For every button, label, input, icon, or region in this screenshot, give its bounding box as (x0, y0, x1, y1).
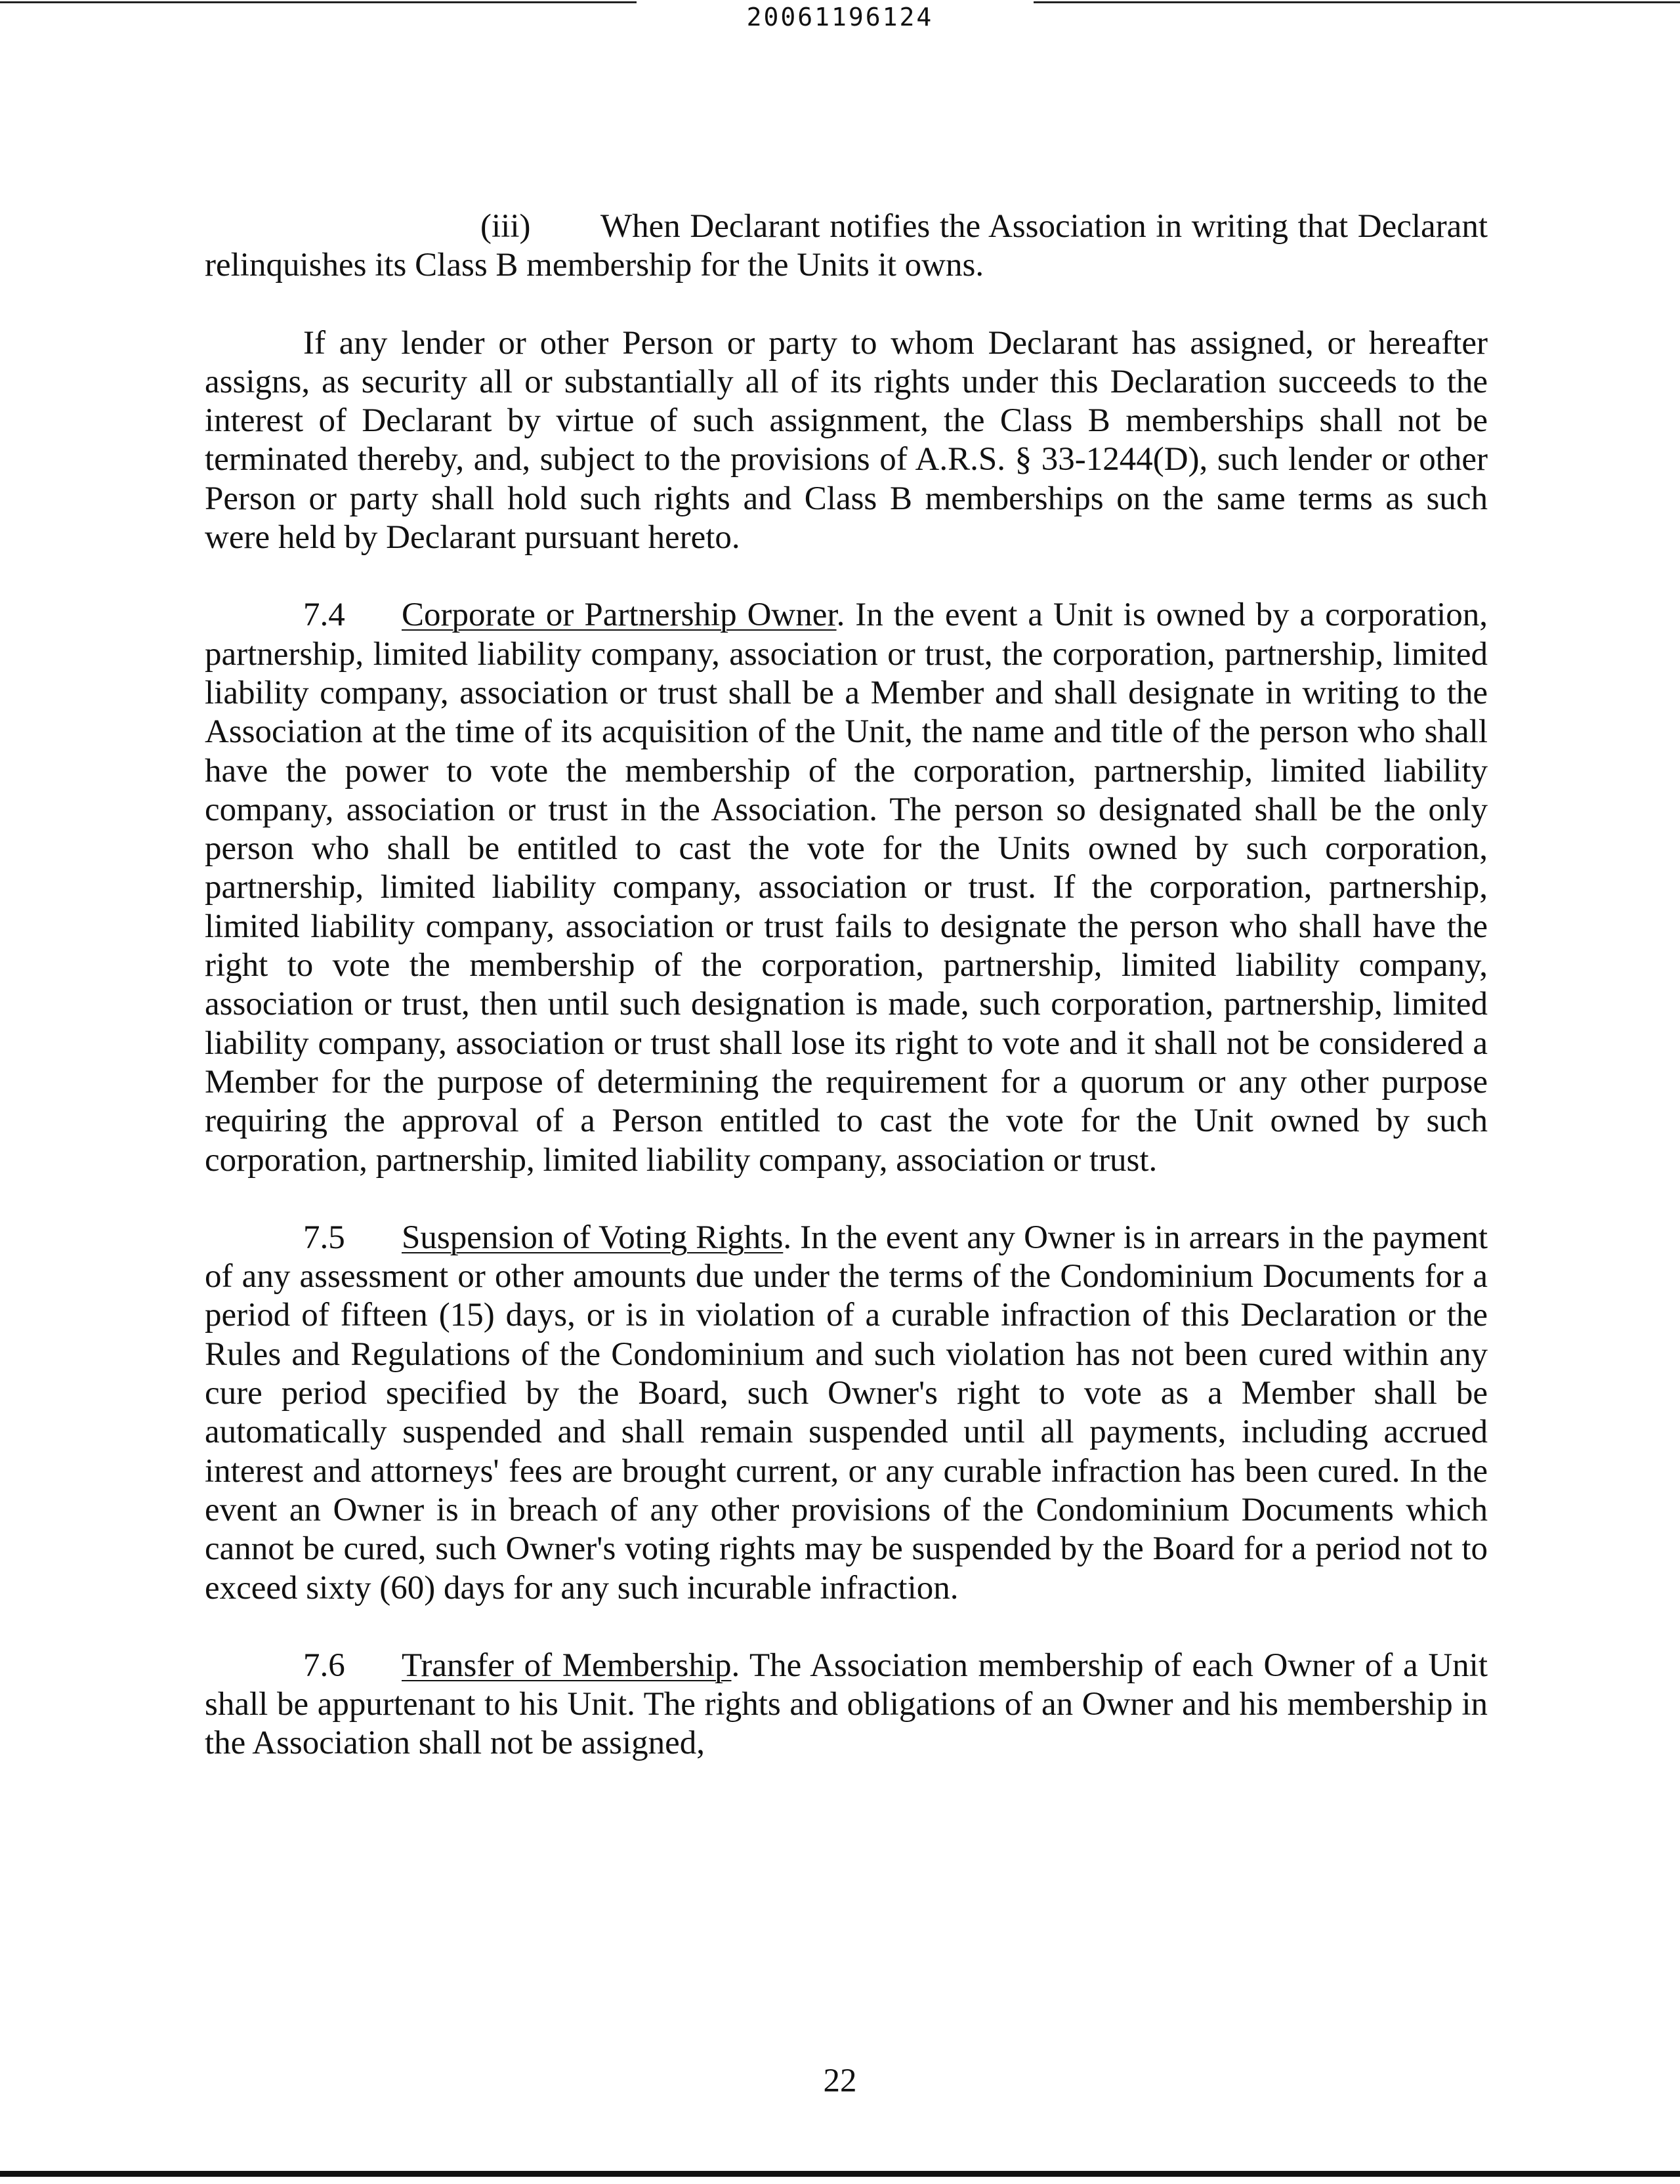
section-7-4 (205, 596, 1488, 1179)
paragraph-iii (205, 207, 1488, 285)
paragraph-iii-text: When Declarant notifies the Association in writing that Declarant relinquishes its Class B membership for the Units it owns. (205, 208, 1488, 284)
paragraph-lender: If any lender or other Person or party to whom Declarant has assigned, or hereafter assigns, as security all or substantially all of its rights under this Declaration succeeds to the interest of Declarant by virtue of such assignment, the Class B memberships shall not be terminated thereby, and, subject to the provisions of A.R.S. § 33-1244(D), such lender or other Person or party shall hold such rights and Class B memberships on the same terms as such were held by Declarant pursuant hereto. (205, 324, 1488, 556)
page-number: 22 (823, 2063, 857, 2099)
page-body (205, 207, 1488, 1802)
section-7-6-number: 7.6 (303, 1647, 345, 1684)
section-7-4-text: . In the event a Unit is owned by a corporation, partnership, limited liability company, association or trust, the corporation, partnership, limited liability company, association or trust shall be a Member and shall designate in writing to the Association at the time of its acquisition of the Unit, the name and title of the person who shall have the power to vote the membership of the corporation, partnership, limited liability company, association or trust in the Association. The person so designated shall be the only person who shall be entitled to cast the vote for the Units owned by such corporation, partnership, limited liability company, association or trust. If the corporation, partnership, limited liability company, association or trust fails to designate the person who shall have the right to vote the membership of the corporation, partnership, limited liability company, association or trust, then until such designation is made, such corporation, partnership, limited liability company, association or trust shall lose its right to vote and it shall not be considered a Member for the purpose of determining the requirement for a quorum or any other purpose requiring the approval of a Person entitled to cast the vote for the Unit owned by such corporation, partnership, limited liability company, association or trust. (205, 597, 1488, 1179)
section-7-6-text: . The Association membership of each Owner of a Unit shall be appurtenant to his Unit. The rights and obligations of an Owner and his membership in the Association shall not be assigned, (205, 1647, 1488, 1762)
bottom-rule (0, 2171, 1680, 2177)
section-7-4-number: 7.4 (303, 597, 345, 634)
section-7-5-heading: Suspension of Voting Rights (402, 1219, 784, 1256)
section-7-5 (205, 1219, 1488, 1608)
section-7-5-text: . In the event any Owner is in arrears in the payment of any assessment or other amounts due under the terms of the Condominium Documents for a period of fifteen (15) days, or is in violation of a curable infraction of this Declaration or the Rules and Regulations of the Condominium and such violation has not been cured within any cure period specified by the Board, such Owner's right to vote as a Member shall be automatically suspended and shall remain suspended until all payments, including accrued interest and attorneys' fees are brought current, or any curable infraction has been cured. In the event an Owner is in breach of any other provisions of the Condominium Documents which cannot be cured, such Owner's voting rights may be suspended by the Board for a period not to exceed sixty (60) days for any such incurable infraction. (205, 1219, 1488, 1606)
paragraph-iii-number: (iii) (480, 208, 531, 245)
section-7-5-number: 7.5 (303, 1219, 345, 1256)
section-7-6-heading: Transfer of Membership (402, 1647, 732, 1684)
section-7-4-heading: Corporate or Partnership Owner (402, 597, 837, 634)
document-number: 20061196124 (746, 3, 934, 32)
section-7-6 (205, 1647, 1488, 1763)
